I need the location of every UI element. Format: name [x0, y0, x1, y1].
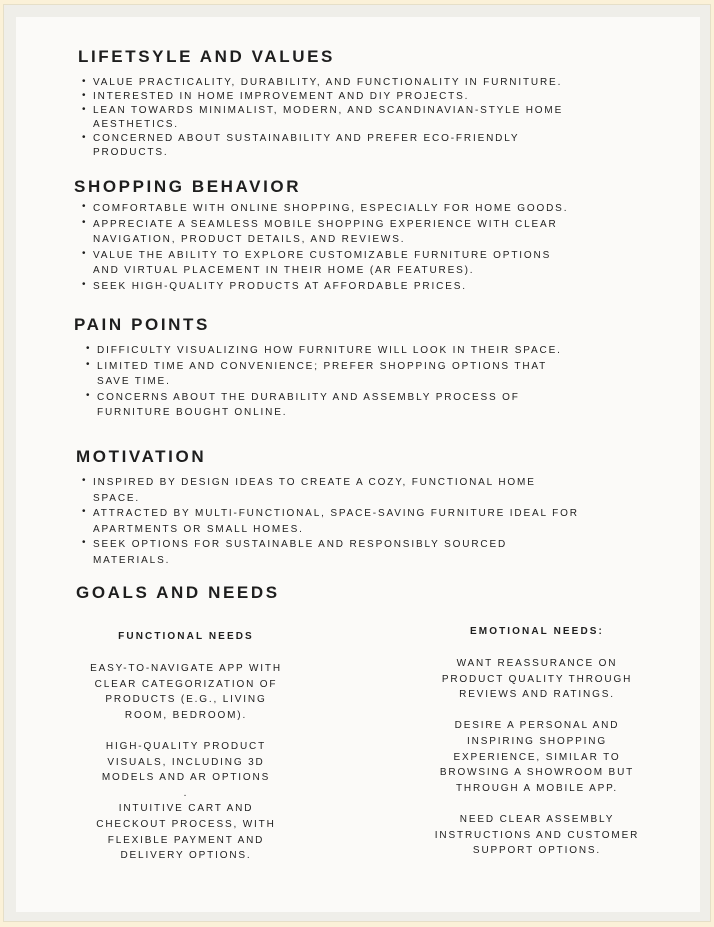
section-heading-goals: GOALS AND NEEDS	[76, 583, 280, 602]
bullet-text-line: DIFFICULTY VISUALIZING HOW FURNITURE WILL LOOK IN THEIR SPACE.	[97, 345, 562, 356]
emotional-needs-line: INSPIRING SHOPPING	[467, 735, 607, 747]
bullet-text-line: NAVIGATION, PRODUCT DETAILS, AND REVIEWS.	[93, 234, 406, 245]
emotional-needs-line: INSTRUCTIONS AND CUSTOMER	[434, 829, 640, 841]
bullet-dot-icon: •	[82, 104, 88, 115]
bullet-item	[86, 358, 562, 390]
emotional-needs-heading: EMOTIONAL NEEDS:	[470, 626, 604, 637]
bullet-item	[86, 343, 562, 359]
bullet-item	[82, 475, 579, 506]
functional-needs-line: EASY-TO-NAVIGATE APP WITH	[90, 663, 282, 674]
section-heading-motivation: MOTIVATION	[76, 447, 207, 466]
bullet-dot-icon: •	[82, 247, 88, 259]
bullet-text-line: APARTMENTS OR SMALL HOMES.	[93, 523, 304, 535]
bullet-text-line: LIMITED TIME AND CONVENIENCE; PREFER SHOPPING OPTIONS THAT	[97, 360, 548, 372]
bullet-text-line: SEEK OPTIONS FOR SUSTAINABLE AND RESPONSIBLY SOURCED	[93, 539, 508, 550]
functional-needs-line: INTUITIVE CART AND	[118, 803, 254, 815]
emotional-needs-line: REVIEWS AND RATINGS.	[459, 689, 615, 701]
shopping-list	[82, 201, 569, 294]
emotional-needs-line: NEED CLEAR ASSEMBLY	[459, 813, 615, 825]
section-heading-shopping: SHOPPING BEHAVIOR	[74, 177, 302, 196]
bullet-text-line: SPACE.	[93, 492, 141, 504]
bullet-dot-icon: •	[82, 537, 88, 548]
bullet-text-line: FURNITURE BOUGHT ONLINE.	[97, 407, 288, 418]
bullet-dot-icon: •	[82, 216, 88, 228]
bullet-text-line: CONCERNS ABOUT THE DURABILITY AND ASSEMBLY PROCESS OF	[97, 391, 520, 403]
bullet-text-line: APPRECIATE A SEAMLESS MOBILE SHOPPING EXPERIENCE WITH CLEAR	[93, 218, 558, 230]
section-heading-lifestyle: LIFETSYLE AND VALUES	[78, 47, 335, 66]
bullet-text-line: SEEK HIGH-QUALITY PRODUCTS AT AFFORDABLE PRICES.	[93, 280, 467, 292]
bullet-text-line: COMFORTABLE WITH ONLINE SHOPPING, ESPECIALLY FOR HOME GOODS.	[93, 203, 569, 214]
lifestyle-list	[82, 76, 564, 160]
emotional-needs-line	[406, 703, 668, 719]
emotional-needs-line	[406, 796, 668, 812]
functional-needs-line: VISUALS, INCLUDING 3D	[107, 756, 265, 768]
section-heading-pain-points: PAIN POINTS	[74, 315, 210, 334]
functional-needs-line: FLEXIBLE PAYMENT AND	[107, 834, 265, 846]
functional-needs-heading: FUNCTIONAL NEEDS	[118, 631, 254, 642]
bullet-dot-icon: •	[86, 343, 92, 354]
functional-needs-line: PRODUCTS (E.G., LIVING	[105, 694, 267, 706]
bullet-text-line: LEAN TOWARDS MINIMALIST, MODERN, AND SCANDINAVIAN-STYLE HOME	[93, 105, 564, 116]
bullet-item	[82, 104, 564, 132]
bullet-text-line: INSPIRED BY DESIGN IDEAS TO CREATE A COZY, FUNCTIONAL HOME	[93, 477, 536, 488]
functional-needs-line: .	[183, 787, 189, 799]
bullet-item	[82, 537, 579, 568]
bullet-dot-icon: •	[86, 358, 92, 370]
persona-document	[16, 17, 700, 912]
bullet-item	[82, 201, 569, 217]
functional-needs-line: CLEAR CATEGORIZATION OF	[94, 678, 278, 690]
functional-needs-line	[56, 723, 316, 739]
bullet-item	[86, 389, 562, 421]
bullet-item	[82, 90, 563, 104]
bullet-text-line: CONCERNED ABOUT SUSTAINABILITY AND PREFER ECO-FRIENDLY	[93, 133, 520, 144]
emotional-needs-line: BROWSING A SHOWROOM BUT	[439, 767, 635, 779]
emotional-needs-line: PRODUCT QUALITY THROUGH	[441, 673, 633, 685]
pain-points-list	[86, 343, 562, 421]
emotional-needs-line: EXPERIENCE, SIMILAR TO	[453, 751, 621, 763]
bullet-dot-icon: •	[82, 475, 88, 486]
bullet-text-line: ATTRACTED BY MULTI-FUNCTIONAL, SPACE-SAVING FURNITURE IDEAL FOR	[93, 508, 579, 519]
bullet-dot-icon: •	[82, 201, 88, 212]
bullet-item	[82, 247, 568, 279]
functional-needs-line: ROOM, BEDROOM).	[124, 709, 248, 721]
functional-needs-line: DELIVERY OPTIONS.	[120, 850, 252, 862]
bullet-dot-icon: •	[82, 278, 88, 290]
emotional-needs-line: WANT REASSURANCE ON	[456, 658, 618, 669]
bullet-text-line: PRODUCTS.	[93, 147, 169, 158]
bullet-text-line: VALUE THE ABILITY TO EXPLORE CUSTOMIZABLE FURNITURE OPTIONS	[93, 249, 552, 261]
bullet-text-line: MATERIALS.	[93, 554, 171, 566]
bullet-text-line: VALUE PRACTICALITY, DURABILITY, AND FUNCTIONALITY IN FURNITURE.	[93, 77, 563, 88]
bullet-dot-icon: •	[82, 76, 88, 87]
bullet-dot-icon: •	[86, 389, 92, 401]
motivation-list	[82, 475, 579, 568]
bullet-item	[82, 76, 563, 90]
bullet-text-line: AESTHETICS.	[93, 119, 179, 130]
bullet-item	[82, 132, 563, 160]
functional-needs-column	[56, 630, 316, 864]
bullet-text-line: INTERESTED IN HOME IMPROVEMENT AND DIY PROJECTS.	[93, 91, 470, 102]
functional-needs-line: MODELS AND AR OPTIONS	[101, 772, 271, 784]
bullet-dot-icon: •	[82, 90, 88, 101]
bullet-dot-icon: •	[82, 132, 88, 143]
functional-needs-line: HIGH-QUALITY PRODUCT	[105, 740, 267, 752]
bullet-text-line: SAVE TIME.	[97, 376, 171, 387]
bullet-item	[82, 216, 568, 248]
emotional-needs-column	[406, 625, 668, 859]
functional-needs-line: CHECKOUT PROCESS, WITH	[96, 818, 276, 830]
emotional-needs-line: THROUGH A MOBILE APP.	[455, 782, 619, 794]
bullet-dot-icon: •	[82, 506, 88, 517]
bullet-item	[82, 278, 568, 295]
bullet-text-line: AND VIRTUAL PLACEMENT IN THEIR HOME (AR FEATURES).	[93, 265, 475, 276]
emotional-needs-line: DESIRE A PERSONAL AND	[454, 720, 620, 732]
bullet-item	[82, 506, 579, 537]
emotional-needs-line: SUPPORT OPTIONS.	[472, 845, 602, 857]
